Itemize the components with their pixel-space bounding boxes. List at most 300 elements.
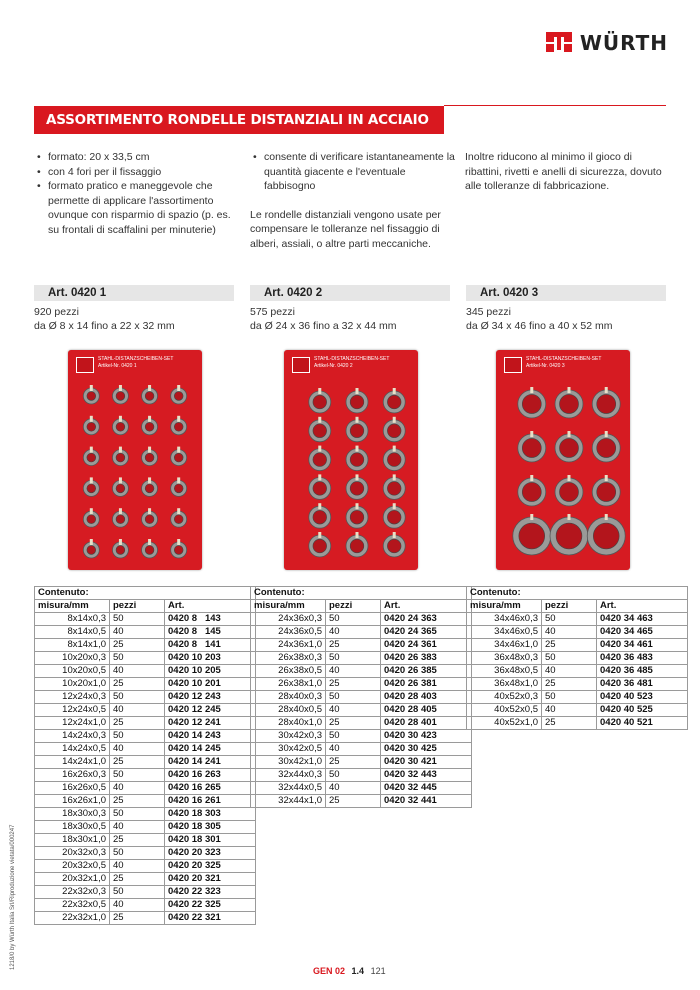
- article-cell: 0420 20 321: [165, 873, 256, 886]
- size-cell: 10x20x0,5: [35, 665, 110, 678]
- size-cell: 34x46x0,3: [467, 613, 542, 626]
- washer: [346, 474, 368, 499]
- pieces-cell: 40: [110, 665, 165, 678]
- table-row: [35, 912, 256, 925]
- table-row: [467, 691, 688, 704]
- table-caption: Contenuto:: [467, 587, 688, 600]
- table-row: [35, 730, 256, 743]
- article-cell: 0420 32 445: [381, 782, 472, 795]
- washer: [383, 446, 405, 471]
- size-cell: 40x52x0,5: [467, 704, 542, 717]
- pieces-cell: 40: [326, 782, 381, 795]
- article-cell: 0420 10 201: [165, 678, 256, 691]
- pieces-cell: 40: [110, 743, 165, 756]
- washer: [587, 514, 625, 555]
- washer: [83, 447, 99, 466]
- washer: [518, 475, 546, 506]
- wurth-logo: [544, 28, 668, 58]
- table-row: [35, 860, 256, 873]
- washer: [518, 387, 546, 418]
- pieces-cell: 25: [326, 717, 381, 730]
- size-cell: 34x46x1,0: [467, 639, 542, 652]
- table-row: [35, 613, 256, 626]
- washer: [142, 447, 158, 466]
- size-cell: 16x26x0,5: [35, 782, 110, 795]
- pieces-cell: 25: [326, 678, 381, 691]
- table-row: [251, 639, 472, 652]
- washer: [309, 446, 331, 471]
- size-cell: 8x14x1,0: [35, 639, 110, 652]
- article-cell: 0420 14 243: [165, 730, 256, 743]
- article-cell: 0420 8 141: [165, 639, 256, 652]
- size-cell: 28x40x0,3: [251, 691, 326, 704]
- pieces-cell: 25: [326, 795, 381, 808]
- pieces-cell: 50: [110, 847, 165, 860]
- pieces-cell: 25: [542, 678, 597, 691]
- contents-table-3: [466, 586, 688, 730]
- table-row: [467, 704, 688, 717]
- washer: [171, 416, 187, 435]
- washer: [171, 447, 187, 466]
- article-title: Art. 0420 2: [264, 287, 323, 299]
- article-cell: 0420 32 443: [381, 769, 472, 782]
- washer: [112, 385, 128, 404]
- pieces-cell: 40: [110, 821, 165, 834]
- pieces-cell: 40: [326, 626, 381, 639]
- article-pieces: 920 pezzi: [34, 306, 79, 318]
- page-title: ASSORTIMENTO RONDELLE DISTANZIALI IN ACCIAIO: [34, 106, 444, 134]
- article-cell: 0420 24 361: [381, 639, 472, 652]
- size-cell: 36x48x0,3: [467, 652, 542, 665]
- washer: [142, 385, 158, 404]
- article-cell: 0420 26 383: [381, 652, 472, 665]
- size-cell: 12x24x1,0: [35, 717, 110, 730]
- table-row: [35, 886, 256, 899]
- pieces-cell: 50: [542, 652, 597, 665]
- table-row: [35, 769, 256, 782]
- pieces-cell: 40: [110, 704, 165, 717]
- pieces-cell: 50: [110, 652, 165, 665]
- article-cell: 0420 14 245: [165, 743, 256, 756]
- article-cell: 0420 8 143: [165, 613, 256, 626]
- pieces-cell: 25: [326, 756, 381, 769]
- washer: [513, 514, 551, 555]
- article-cell: 0420 18 303: [165, 808, 256, 821]
- washer: [83, 385, 99, 404]
- washer: [592, 431, 620, 462]
- washer: [346, 446, 368, 471]
- board-label: STAHL-DISTANZSCHEIBEN-SET Artikel-Nr. 0420 2: [314, 356, 390, 369]
- table-header: pezzi: [326, 600, 381, 613]
- washers-illustration: [284, 350, 418, 570]
- article-cell: 0420 40 523: [597, 691, 688, 704]
- washer: [383, 503, 405, 528]
- article-cell: 0420 18 301: [165, 834, 256, 847]
- table-row: [35, 743, 256, 756]
- article-cell: 0420 32 441: [381, 795, 472, 808]
- article-cell: 0420 36 481: [597, 678, 688, 691]
- article-cell: 0420 18 305: [165, 821, 256, 834]
- size-cell: 22x32x1,0: [35, 912, 110, 925]
- table-row: [251, 795, 472, 808]
- washer: [83, 508, 99, 527]
- table-row: [35, 847, 256, 860]
- size-cell: 26x38x1,0: [251, 678, 326, 691]
- table-row: [251, 665, 472, 678]
- size-cell: 32x44x1,0: [251, 795, 326, 808]
- washer: [142, 416, 158, 435]
- table-row: [35, 821, 256, 834]
- article-cell: 0420 22 321: [165, 912, 256, 925]
- table-row: [35, 756, 256, 769]
- article-cell: 0420 34 465: [597, 626, 688, 639]
- pieces-cell: 25: [326, 639, 381, 652]
- table-row: [251, 704, 472, 717]
- article-title: Art. 0420 1: [48, 287, 107, 299]
- intro-bullet: • formato pratico e maneggevole che permette di applicare l'assortimento ovunque con risparmio di spazio (p. es. su frontali di scaffalini per minuterie): [48, 179, 239, 237]
- article-cell: 0420 22 323: [165, 886, 256, 899]
- pieces-cell: 50: [326, 769, 381, 782]
- article-info-2: [250, 305, 397, 333]
- pieces-cell: 25: [110, 717, 165, 730]
- table-row: [35, 808, 256, 821]
- table-row: [35, 626, 256, 639]
- article-cell: 0420 8 145: [165, 626, 256, 639]
- table-row: [467, 717, 688, 730]
- size-cell: 30x42x0,5: [251, 743, 326, 756]
- washers-illustration: [68, 350, 202, 570]
- page-number: 121: [370, 966, 386, 976]
- intro-column-2: [250, 150, 455, 251]
- pieces-cell: 40: [542, 704, 597, 717]
- article-range: da Ø 8 x 14 fino a 22 x 32 mm: [34, 320, 175, 332]
- size-cell: 36x48x0,5: [467, 665, 542, 678]
- pieces-cell: 50: [542, 691, 597, 704]
- article-cell: 0420 26 385: [381, 665, 472, 678]
- size-cell: 32x44x0,5: [251, 782, 326, 795]
- washer: [142, 539, 158, 558]
- intro-bullet: • consente di verificare istantaneamente la quantità giacente e l'eventuale fabbisogno: [264, 150, 455, 194]
- table-row: [251, 756, 472, 769]
- article-range: da Ø 34 x 46 fino a 40 x 52 mm: [466, 320, 613, 332]
- article-cell: 0420 26 381: [381, 678, 472, 691]
- intro-bullet: • formato: 20 x 33,5 cm: [48, 150, 239, 165]
- article-cell: 0420 40 521: [597, 717, 688, 730]
- pieces-cell: 50: [110, 691, 165, 704]
- size-cell: 14x24x0,5: [35, 743, 110, 756]
- article-cell: 0420 10 205: [165, 665, 256, 678]
- table-row: [251, 691, 472, 704]
- article-cell: 0420 12 241: [165, 717, 256, 730]
- pieces-cell: 50: [110, 808, 165, 821]
- table-row: [251, 626, 472, 639]
- size-cell: 32x44x0,3: [251, 769, 326, 782]
- size-cell: 8x14x0,5: [35, 626, 110, 639]
- washer: [555, 387, 583, 418]
- wurth-logo-icon: [544, 28, 574, 58]
- article-cell: 0420 36 485: [597, 665, 688, 678]
- article-cell: 0420 34 463: [597, 613, 688, 626]
- pieces-cell: 40: [326, 743, 381, 756]
- washer: [555, 431, 583, 462]
- table-row: [35, 717, 256, 730]
- copyright-note: 1218/0 by Würth Italia Srl/Riproduzione vietata/000247: [10, 824, 16, 970]
- washer: [83, 416, 99, 435]
- size-cell: 24x36x1,0: [251, 639, 326, 652]
- pieces-cell: 40: [542, 665, 597, 678]
- size-cell: 22x32x0,3: [35, 886, 110, 899]
- product-board-3: [496, 350, 630, 570]
- washer: [171, 385, 187, 404]
- washer: [83, 477, 99, 496]
- table-row: [251, 717, 472, 730]
- pieces-cell: 40: [326, 665, 381, 678]
- table-header: misura/mm: [467, 600, 542, 613]
- intro-column-3: [465, 150, 670, 194]
- pieces-cell: 25: [110, 639, 165, 652]
- size-cell: 14x24x1,0: [35, 756, 110, 769]
- board-label: STAHL-DISTANZSCHEIBEN-SET Artikel-Nr. 0420 1: [98, 356, 174, 369]
- article-cell: 0420 20 323: [165, 847, 256, 860]
- intro-paragraph: Le rondelle distanziali vengono usate per compensare le tolleranze nel fissaggio di alberi, assiali, o altre parti meccaniche.: [250, 208, 441, 250]
- size-cell: 14x24x0,3: [35, 730, 110, 743]
- table-row: [35, 639, 256, 652]
- article-cell: 0420 30 425: [381, 743, 472, 756]
- article-title: Art. 0420 3: [480, 287, 539, 299]
- article-cell: 0420 12 243: [165, 691, 256, 704]
- brand-name: WÜRTH: [579, 31, 668, 55]
- washer: [112, 416, 128, 435]
- size-cell: 12x24x0,3: [35, 691, 110, 704]
- article-header-2: [250, 285, 450, 301]
- table-row: [467, 639, 688, 652]
- article-cell: 0420 20 325: [165, 860, 256, 873]
- table-row: [35, 652, 256, 665]
- pieces-cell: 25: [110, 873, 165, 886]
- washer: [383, 417, 405, 442]
- article-cell: 0420 30 423: [381, 730, 472, 743]
- table-header: misura/mm: [35, 600, 110, 613]
- product-board-2: [284, 350, 418, 570]
- size-cell: 28x40x0,5: [251, 704, 326, 717]
- table-caption: Contenuto:: [35, 587, 256, 600]
- size-cell: 34x46x0,5: [467, 626, 542, 639]
- article-info-1: [34, 305, 175, 333]
- table-header: misura/mm: [251, 600, 326, 613]
- table-row: [35, 873, 256, 886]
- article-cell: 0420 34 461: [597, 639, 688, 652]
- washer: [112, 477, 128, 496]
- table-header: pezzi: [110, 600, 165, 613]
- article-cell: 0420 36 483: [597, 652, 688, 665]
- article-header-3: [466, 285, 666, 301]
- pieces-cell: 40: [110, 782, 165, 795]
- pieces-cell: 40: [326, 704, 381, 717]
- table-row: [35, 704, 256, 717]
- table-row: [35, 795, 256, 808]
- table-row: [35, 834, 256, 847]
- pieces-cell: 50: [542, 613, 597, 626]
- table-row: [35, 899, 256, 912]
- washer: [171, 477, 187, 496]
- size-cell: 40x52x1,0: [467, 717, 542, 730]
- table-caption: Contenuto:: [251, 587, 472, 600]
- article-cell: 0420 16 263: [165, 769, 256, 782]
- board-label: STAHL-DISTANZSCHEIBEN-SET Artikel-Nr. 0420 3: [526, 356, 602, 369]
- table-row: [251, 613, 472, 626]
- article-info-3: [466, 305, 613, 333]
- table-header: Art.: [597, 600, 688, 613]
- size-cell: 16x26x0,3: [35, 769, 110, 782]
- washer: [309, 474, 331, 499]
- washer: [383, 474, 405, 499]
- washer: [346, 503, 368, 528]
- pieces-cell: 50: [326, 691, 381, 704]
- size-cell: 18x30x0,3: [35, 808, 110, 821]
- size-cell: 36x48x1,0: [467, 678, 542, 691]
- pieces-cell: 50: [110, 769, 165, 782]
- article-cell: 0420 28 405: [381, 704, 472, 717]
- size-cell: 20x32x0,3: [35, 847, 110, 860]
- table-row: [251, 769, 472, 782]
- article-range: da Ø 24 x 36 fino a 32 x 44 mm: [250, 320, 397, 332]
- size-cell: 26x38x0,5: [251, 665, 326, 678]
- washer: [383, 388, 405, 413]
- pieces-cell: 25: [110, 795, 165, 808]
- size-cell: 24x36x0,5: [251, 626, 326, 639]
- washer: [112, 539, 128, 558]
- washer: [346, 532, 368, 557]
- product-board-1: [68, 350, 202, 570]
- table-row: [35, 691, 256, 704]
- table-header: pezzi: [542, 600, 597, 613]
- pieces-cell: 50: [326, 613, 381, 626]
- table-row: [251, 743, 472, 756]
- size-cell: 30x42x0,3: [251, 730, 326, 743]
- table-row: [35, 782, 256, 795]
- title-divider: [444, 105, 666, 106]
- intro-bullet: • con 4 fori per il fissaggio: [48, 165, 239, 180]
- size-cell: 10x20x1,0: [35, 678, 110, 691]
- table-row: [467, 652, 688, 665]
- pieces-cell: 25: [542, 639, 597, 652]
- article-cell: 0420 16 261: [165, 795, 256, 808]
- article-header-1: [34, 285, 234, 301]
- washer: [112, 508, 128, 527]
- table-header: Art.: [381, 600, 472, 613]
- article-pieces: 345 pezzi: [466, 306, 511, 318]
- washer: [309, 388, 331, 413]
- pieces-cell: 50: [326, 730, 381, 743]
- table-row: [251, 782, 472, 795]
- pieces-cell: 25: [542, 717, 597, 730]
- size-cell: 28x40x1,0: [251, 717, 326, 730]
- pieces-cell: 25: [110, 678, 165, 691]
- washer: [171, 539, 187, 558]
- table-row: [251, 730, 472, 743]
- pieces-cell: 50: [110, 886, 165, 899]
- size-cell: 40x52x0,3: [467, 691, 542, 704]
- size-cell: 24x36x0,3: [251, 613, 326, 626]
- page-footer: [313, 966, 386, 976]
- pieces-cell: 40: [110, 626, 165, 639]
- article-cell: 0420 14 241: [165, 756, 256, 769]
- washer: [346, 388, 368, 413]
- contents-table-1: [34, 586, 256, 925]
- article-cell: 0420 24 365: [381, 626, 472, 639]
- size-cell: 20x32x1,0: [35, 873, 110, 886]
- washer: [518, 431, 546, 462]
- table-row: [35, 665, 256, 678]
- pieces-cell: 50: [110, 730, 165, 743]
- table-row: [251, 652, 472, 665]
- washer: [83, 539, 99, 558]
- washer: [309, 503, 331, 528]
- washer: [142, 508, 158, 527]
- washer: [555, 475, 583, 506]
- table-row: [467, 665, 688, 678]
- footer-section: 1.4: [351, 966, 365, 976]
- table-header: Art.: [165, 600, 256, 613]
- article-cell: 0420 16 265: [165, 782, 256, 795]
- size-cell: 18x30x0,5: [35, 821, 110, 834]
- table-row: [251, 678, 472, 691]
- washer: [592, 475, 620, 506]
- article-cell: 0420 30 421: [381, 756, 472, 769]
- table-row: [467, 613, 688, 626]
- table-row: [467, 678, 688, 691]
- pieces-cell: 50: [110, 613, 165, 626]
- article-cell: 0420 40 525: [597, 704, 688, 717]
- pieces-cell: 25: [110, 912, 165, 925]
- size-cell: 20x32x0,5: [35, 860, 110, 873]
- washer: [171, 508, 187, 527]
- pieces-cell: 25: [110, 834, 165, 847]
- washer: [550, 514, 588, 555]
- footer-code: GEN 02: [313, 966, 346, 976]
- size-cell: 22x32x0,5: [35, 899, 110, 912]
- intro-paragraph: Inoltre riducono al minimo il gioco di ribattini, rivetti e anelli di sicurezza, dovuto alle tolleranze di fabbricazione.: [465, 151, 662, 192]
- article-cell: 0420 12 245: [165, 704, 256, 717]
- intro-column-1: [34, 150, 239, 237]
- washer: [346, 417, 368, 442]
- article-cell: 0420 24 363: [381, 613, 472, 626]
- table-row: [467, 626, 688, 639]
- article-pieces: 575 pezzi: [250, 306, 295, 318]
- washer: [383, 532, 405, 557]
- pieces-cell: 40: [110, 899, 165, 912]
- contents-table-2: [250, 586, 472, 808]
- size-cell: 18x30x1,0: [35, 834, 110, 847]
- article-cell: 0420 28 403: [381, 691, 472, 704]
- article-cell: 0420 22 325: [165, 899, 256, 912]
- size-cell: 26x38x0,3: [251, 652, 326, 665]
- size-cell: 12x24x0,5: [35, 704, 110, 717]
- pieces-cell: 25: [110, 756, 165, 769]
- size-cell: 16x26x1,0: [35, 795, 110, 808]
- washer: [592, 387, 620, 418]
- washers-illustration: [496, 350, 630, 570]
- table-row: [35, 678, 256, 691]
- article-cell: 0420 10 203: [165, 652, 256, 665]
- pieces-cell: 50: [326, 652, 381, 665]
- washer: [112, 447, 128, 466]
- pieces-cell: 40: [110, 860, 165, 873]
- size-cell: 8x14x0,3: [35, 613, 110, 626]
- washer: [309, 417, 331, 442]
- pieces-cell: 40: [542, 626, 597, 639]
- washer: [309, 532, 331, 557]
